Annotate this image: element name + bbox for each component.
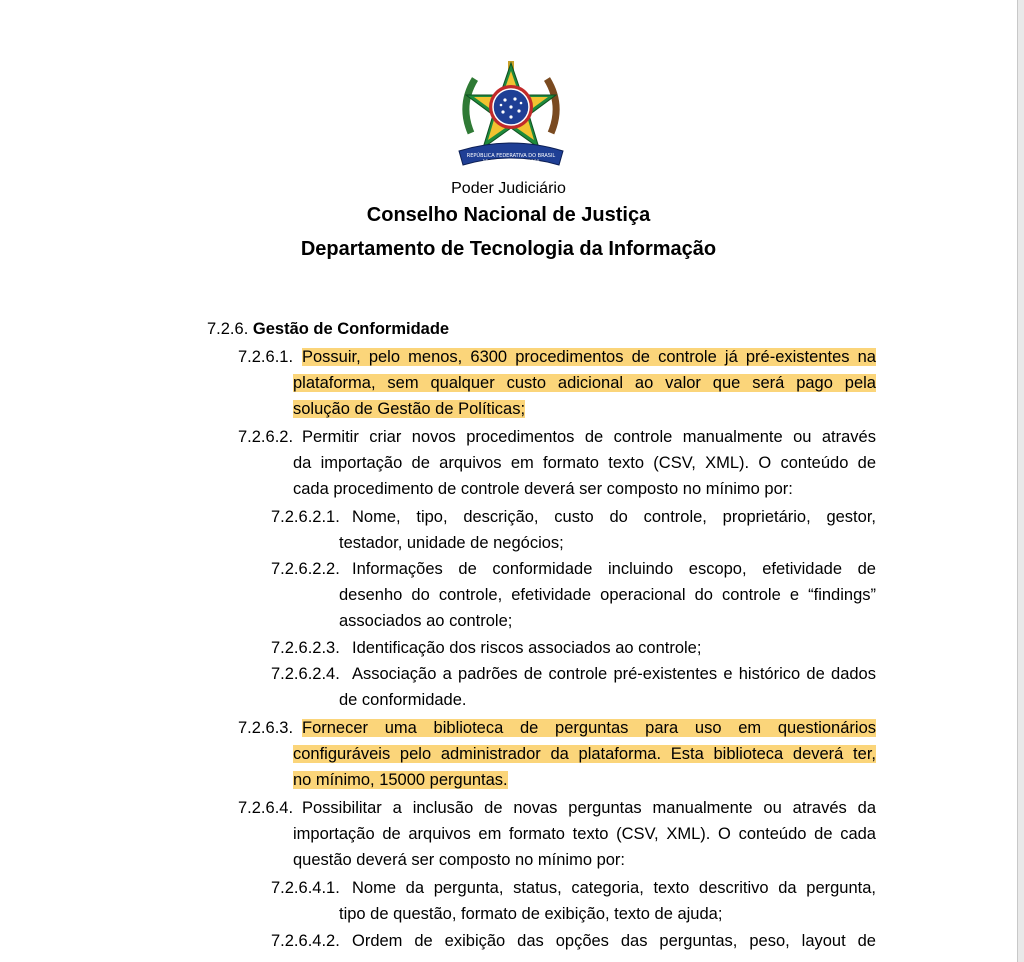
section-heading [207,318,449,340]
subitem-number: 7.2.6.4.2. [271,932,340,950]
subitem-line: de conformidade. [339,691,467,709]
item-line: Permitir criar novos procedimentos de controle manualmente ou através [302,428,876,446]
item-number: 7.2.6.2. [238,428,294,446]
subitem-number: 7.2.6.2.4. [271,665,340,683]
subitem-line: Associação a padrões de controle pré-existentes e histórico de dados [352,665,876,683]
subitem-number: 7.2.6.2.2. [271,560,340,578]
subitem-line: tipo de questão, formato de exibição, texto de ajuda; [339,905,723,923]
subitem-line: Nome, tipo, descrição, custo do controle, proprietário, gestor, [352,508,876,526]
subitem-line: Nome da pergunta, status, categoria, texto descritivo da pergunta, [352,879,876,897]
header-department-title: Departamento de Tecnologia da Informação [300,238,717,260]
item-line: questão deverá ser composto no mínimo por: [293,851,626,869]
item-line: Fornecer uma biblioteca de perguntas para uso em questionários [302,719,876,737]
item-line: plataforma, sem qualquer custo adicional ao valor que será pago pela [293,374,876,392]
item-number: 7.2.6.3. [238,719,294,737]
item-line: no mínimo, 15000 perguntas. [293,771,508,789]
item-line: Possibilitar a inclusão de novas perguntas manualmente ou através da [302,799,876,817]
subitem-number: 7.2.6.2.3. [271,639,340,657]
seal-ribbon-bottom-text: 15 de novembro de 1889 [482,160,540,165]
subitem-number: 7.2.6.4.1. [271,879,340,897]
item-line: cada procedimento de controle deverá ser composto no mínimo por: [293,480,793,498]
item-line: Possuir, pelo menos, 6300 procedimentos de controle já pré-existentes na [302,348,876,366]
subitem-line: Ordem de exibição das opções das perguntas, peso, layout de [352,932,876,950]
item-line: solução de Gestão de Políticas; [293,400,526,418]
brazil-coat-of-arms-seal [455,55,567,173]
item-line: configuráveis pelo administrador da plataforma. Esta biblioteca deverá ter, [293,745,876,763]
item-number: 7.2.6.4. [238,799,294,817]
subitem-line: Informações de conformidade incluindo escopo, efetividade de [352,560,876,578]
subitem-number: 7.2.6.2.1. [271,508,340,526]
subitem-line: desenho do controle, efetividade operacional do controle e “findings” [339,586,876,604]
subitem-line: testador, unidade de negócios; [339,534,564,552]
header-poder-judiciario: Poder Judiciário [451,180,566,197]
subitem-line: Identificação dos riscos associados ao controle; [352,639,702,657]
item-line: da importação de arquivos em formato texto (CSV, XML). O conteúdo de [293,454,876,472]
section-title: Gestão de Conformidade [252,320,450,338]
item-number: 7.2.6.1. [238,348,294,366]
section-number: 7.2.6. [207,320,249,338]
item-line: importação de arquivos em formato texto (CSV, XML). O conteúdo de cada [293,825,876,843]
header-cnj-title: Conselho Nacional de Justiça [366,204,651,226]
page-edge-divider [1017,0,1018,962]
seal-ribbon-top-text: REPÚBLICA FEDERATIVA DO BRASIL [466,153,556,159]
subitem-line: associados ao controle; [339,612,513,630]
